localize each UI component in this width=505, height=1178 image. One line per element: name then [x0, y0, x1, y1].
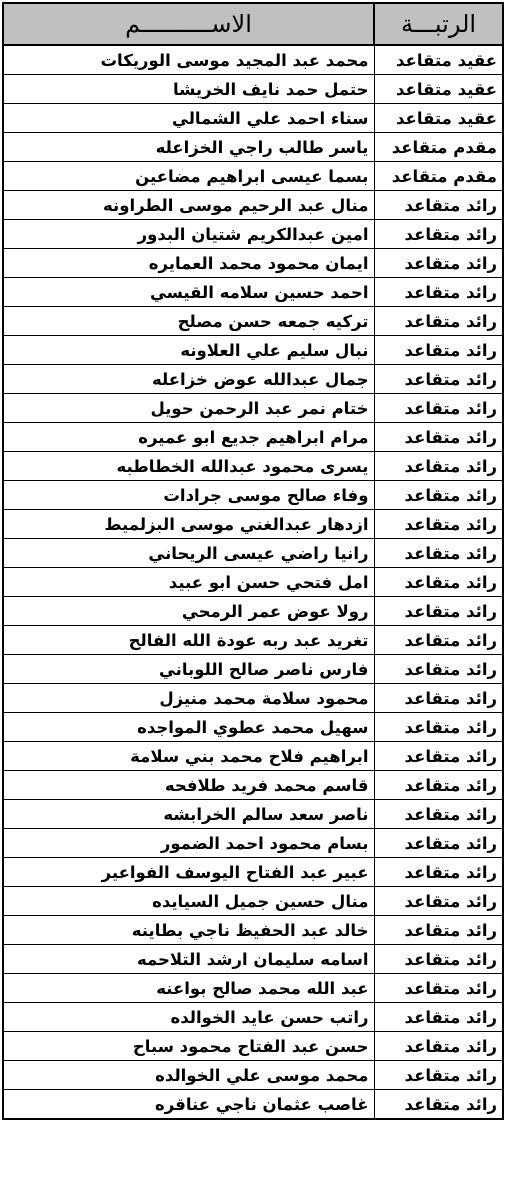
rank-cell: رائد متقاعد: [374, 510, 503, 539]
table-row: [3, 191, 503, 220]
table-row: [3, 916, 503, 945]
rank-cell: رائد متقاعد: [374, 481, 503, 510]
name-cell: امين عبدالكريم شتيان البدور: [3, 220, 374, 249]
table-row: [3, 713, 503, 742]
name-cell: احمد حسين سلامه القيسي: [3, 278, 374, 307]
rank-cell: رائد متقاعد: [374, 365, 503, 394]
rank-cell: رائد متقاعد: [374, 336, 503, 365]
name-cell: عبد الله محمد صالح بواعنه: [3, 974, 374, 1003]
name-cell: تغريد عبد ربه عودة الله الفالح: [3, 626, 374, 655]
table-row: [3, 336, 503, 365]
rank-cell: رائد متقاعد: [374, 249, 503, 278]
table-row: [3, 655, 503, 684]
table-row: [3, 858, 503, 887]
rank-cell: رائد متقاعد: [374, 713, 503, 742]
table-row: [3, 452, 503, 481]
rank-cell: رائد متقاعد: [374, 626, 503, 655]
name-cell: ناصر سعد سالم الخرابشه: [3, 800, 374, 829]
roster-table: [2, 2, 504, 1120]
table-row: [3, 829, 503, 858]
name-cell: ختام نمر عبد الرحمن حويل: [3, 394, 374, 423]
table-row: [3, 568, 503, 597]
table-row: [3, 742, 503, 771]
name-cell: يسرى محمود عبدالله الخطاطبه: [3, 452, 374, 481]
name-cell: منال حسين جميل السيايده: [3, 887, 374, 916]
name-cell: سناء احمد علي الشمالي: [3, 104, 374, 133]
header-row: [3, 3, 503, 45]
table-row: [3, 1090, 503, 1120]
table-row: [3, 974, 503, 1003]
name-cell: رولا عوض عمر الرمحي: [3, 597, 374, 626]
table-row: [3, 887, 503, 916]
rank-cell: عقيد متقاعد: [374, 104, 503, 133]
name-cell: محمود سلامة محمد منيزل: [3, 684, 374, 713]
name-column-header: الاســــــــــم: [3, 3, 374, 45]
rank-cell: رائد متقاعد: [374, 220, 503, 249]
table-row: [3, 278, 503, 307]
rank-cell: رائد متقاعد: [374, 452, 503, 481]
table-row: [3, 800, 503, 829]
table-row: [3, 220, 503, 249]
rank-cell: رائد متقاعد: [374, 771, 503, 800]
name-cell: بسام محمود احمد الضمور: [3, 829, 374, 858]
rank-cell: رائد متقاعد: [374, 742, 503, 771]
name-cell: ابراهيم فلاح محمد بني سلامة: [3, 742, 374, 771]
name-cell: فارس ناصر صالح اللوباني: [3, 655, 374, 684]
table-row: [3, 945, 503, 974]
rank-cell: رائد متقاعد: [374, 1032, 503, 1061]
name-cell: جمال عبدالله عوض خزاعله: [3, 365, 374, 394]
name-cell: رانيا راضي عيسى الريحاني: [3, 539, 374, 568]
name-cell: عبير عبد الفتاح اليوسف الفواعير: [3, 858, 374, 887]
name-cell: وفاء صالح موسى جرادات: [3, 481, 374, 510]
roster-body: [3, 45, 503, 1119]
rank-column-header: الرتبـــة: [374, 3, 503, 45]
name-cell: غاصب عثمان ناجي عناقره: [3, 1090, 374, 1120]
table-row: [3, 45, 503, 75]
table-row: [3, 481, 503, 510]
rank-cell: عقيد متقاعد: [374, 45, 503, 75]
rank-cell: رائد متقاعد: [374, 800, 503, 829]
rank-cell: رائد متقاعد: [374, 307, 503, 336]
rank-cell: رائد متقاعد: [374, 423, 503, 452]
name-cell: حتمل حمد نايف الخريشا: [3, 75, 374, 104]
name-cell: حسن عبد الفتاح محمود سباح: [3, 1032, 374, 1061]
table-row: [3, 1032, 503, 1061]
rank-cell: رائد متقاعد: [374, 597, 503, 626]
rank-cell: رائد متقاعد: [374, 394, 503, 423]
rank-cell: رائد متقاعد: [374, 1003, 503, 1032]
table-row: [3, 162, 503, 191]
name-cell: ازدهار عبدالغني موسى البزلميط: [3, 510, 374, 539]
name-cell: راتب حسن عايد الخوالده: [3, 1003, 374, 1032]
rank-cell: رائد متقاعد: [374, 974, 503, 1003]
name-cell: محمد موسى علي الخوالده: [3, 1061, 374, 1090]
rank-cell: رائد متقاعد: [374, 1061, 503, 1090]
name-cell: تركيه جمعه حسن مصلح: [3, 307, 374, 336]
name-cell: سهيل محمد عطوي المواجده: [3, 713, 374, 742]
table-row: [3, 684, 503, 713]
rank-cell: رائد متقاعد: [374, 278, 503, 307]
name-cell: ياسر طالب راجي الخزاعله: [3, 133, 374, 162]
rank-cell: رائد متقاعد: [374, 887, 503, 916]
name-cell: منال عبد الرحيم موسى الطراونه: [3, 191, 374, 220]
table-row: [3, 1003, 503, 1032]
name-cell: قاسم محمد فريد طلافحه: [3, 771, 374, 800]
table-row: [3, 423, 503, 452]
rank-cell: رائد متقاعد: [374, 1090, 503, 1120]
name-cell: محمد عبد المجيد موسى الوريكات: [3, 45, 374, 75]
table-row: [3, 394, 503, 423]
table-row: [3, 365, 503, 394]
table-row: [3, 249, 503, 278]
rank-cell: رائد متقاعد: [374, 191, 503, 220]
name-cell: اسامه سليمان ارشد التلاحمه: [3, 945, 374, 974]
rank-cell: رائد متقاعد: [374, 655, 503, 684]
rank-cell: مقدم متقاعد: [374, 133, 503, 162]
table-row: [3, 133, 503, 162]
name-cell: ايمان محمود محمد العمايره: [3, 249, 374, 278]
table-row: [3, 75, 503, 104]
table-row: [3, 626, 503, 655]
rank-cell: رائد متقاعد: [374, 539, 503, 568]
rank-cell: رائد متقاعد: [374, 829, 503, 858]
rank-cell: رائد متقاعد: [374, 568, 503, 597]
name-cell: خالد عبد الحفيظ ناجي بطاينه: [3, 916, 374, 945]
table-row: [3, 510, 503, 539]
rank-cell: رائد متقاعد: [374, 916, 503, 945]
name-cell: امل فتحي حسن ابو عبيد: [3, 568, 374, 597]
rank-cell: رائد متقاعد: [374, 858, 503, 887]
table-row: [3, 771, 503, 800]
name-cell: مرام ابراهيم جديع ابو عميره: [3, 423, 374, 452]
table-row: [3, 104, 503, 133]
rank-cell: رائد متقاعد: [374, 684, 503, 713]
name-cell: نبال سليم علي العلاونه: [3, 336, 374, 365]
table-row: [3, 307, 503, 336]
table-row: [3, 539, 503, 568]
name-cell: بسما عيسى ابراهيم مضاعين: [3, 162, 374, 191]
rank-cell: مقدم متقاعد: [374, 162, 503, 191]
rank-cell: رائد متقاعد: [374, 945, 503, 974]
table-row: [3, 597, 503, 626]
rank-cell: عقيد متقاعد: [374, 75, 503, 104]
table-row: [3, 1061, 503, 1090]
